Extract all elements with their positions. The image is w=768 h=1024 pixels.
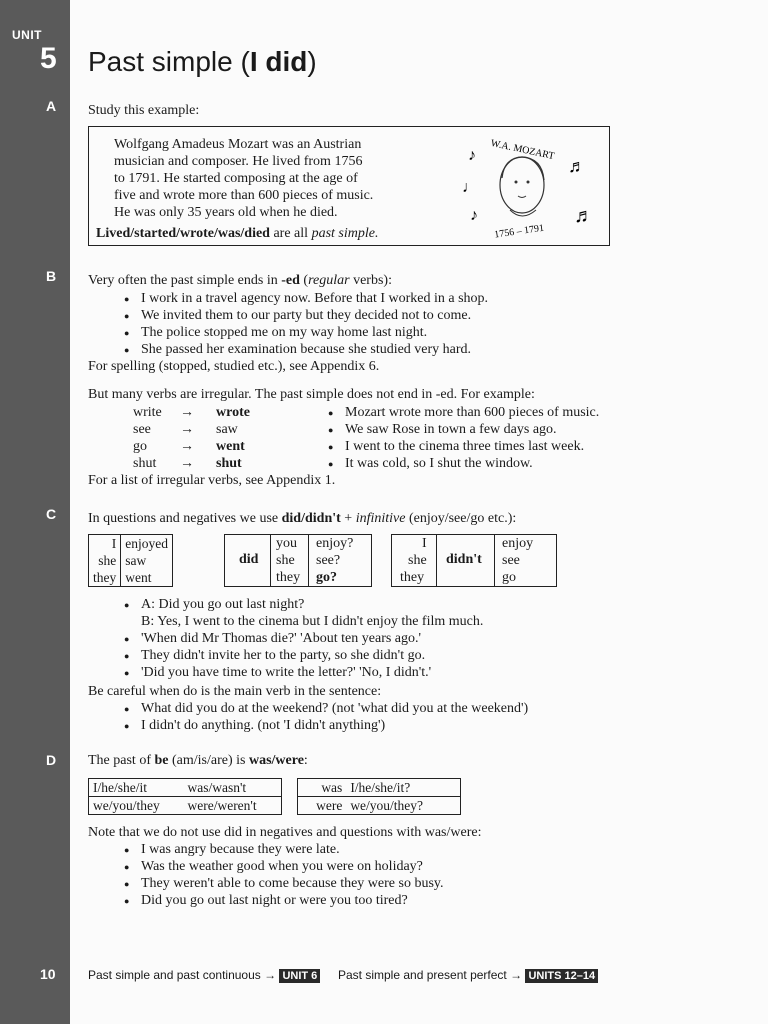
- list-item: ● I was angry because they were late.: [141, 841, 340, 858]
- infinitive: enjoy?: [316, 536, 354, 551]
- list-item: ● The police stopped me on my way home last night.: [141, 324, 427, 341]
- list-item: ● I work in a travel agency now. Before that I worked in a shop.: [141, 290, 488, 307]
- list-item: ● They weren't able to come because they were so busy.: [141, 875, 444, 892]
- note: Note that we do not use did in negatives and questions with was/were:: [88, 825, 482, 840]
- pronoun: they: [400, 570, 425, 585]
- section-b-intro: Very often the past simple ends in -ed (regular verbs):: [88, 273, 392, 288]
- verb-base: write: [133, 405, 162, 420]
- example-line: He was only 35 years old when he died.: [114, 205, 338, 220]
- section-d-intro: The past of be (am/is/are) is was/were:: [88, 753, 308, 768]
- music-note-icon: ♪: [470, 207, 478, 224]
- verb-base: go: [133, 439, 147, 454]
- list-item: ● A: Did you go out last night?: [141, 596, 304, 613]
- list-item: ● I didn't do anything. (not 'I didn't anything'): [141, 717, 385, 734]
- pronoun: they: [276, 570, 301, 585]
- list-item: ● 'Did you have time to write the letter?' 'No, I didn't.': [141, 664, 431, 681]
- list-item: ● She passed her examination because she studied very hard.: [141, 341, 471, 358]
- footer-link-past-continuous[interactable]: Past simple and past continuous → UNIT 6: [88, 968, 320, 982]
- example-line: to 1791. He started composing at the age of: [114, 171, 358, 186]
- unit-sidebar: [0, 0, 70, 1024]
- irregular-intro: But many verbs are irregular. The past simple does not end in -ed. For example:: [88, 387, 535, 402]
- verb-example: ● It was cold, so I shut the window.: [345, 455, 533, 472]
- portrait-dates: 1756 – 1791: [493, 222, 545, 241]
- was-were-question-table: was I/he/she/it? were we/you/they?: [297, 778, 461, 815]
- infinitive: enjoy: [502, 536, 534, 551]
- verb-example: ● We saw Rose in town a few days ago.: [345, 421, 557, 438]
- section-letter-d: D: [46, 752, 57, 768]
- section-c-intro: In questions and negatives we use did/didn't + infinitive (enjoy/see/go etc.):: [88, 511, 517, 526]
- page-number: 10: [40, 966, 56, 982]
- footer-link-present-perfect[interactable]: Past simple and present perfect → UNITS 12–14: [338, 968, 598, 982]
- pronoun: she: [276, 553, 295, 568]
- infinitive: go?: [316, 570, 337, 585]
- example-line: five and wrote more than 600 pieces of music.: [114, 188, 374, 203]
- arrow: →: [180, 439, 194, 454]
- unit-label: UNIT: [12, 28, 42, 42]
- page-title: Past simple (I did): [88, 46, 317, 77]
- infinitive: see?: [316, 553, 341, 568]
- verb-past: wrote: [216, 405, 250, 420]
- list-item: B: Yes, I went to the cinema but I didn't enjoy the film much.: [141, 614, 484, 629]
- arrow: →: [180, 422, 194, 437]
- list-item: ● We invited them to our party but they decided not to come.: [141, 307, 471, 324]
- appendix-note: For a list of irregular verbs, see Appendix 1.: [88, 473, 336, 488]
- section-letter-c: C: [46, 506, 57, 522]
- section-a-intro: Study this example:: [88, 103, 200, 118]
- pronoun: I: [422, 536, 427, 551]
- list-item: ● Was the weather good when you were on holiday?: [141, 858, 423, 875]
- affirmative-table: I enjoyed she saw they went: [88, 534, 173, 587]
- list-item: ● What did you do at the weekend? (not 'what did you at the weekend'): [141, 700, 528, 717]
- spelling-note: For spelling (stopped, studied etc.), see Appendix 6.: [88, 359, 380, 374]
- unit-number: 5: [40, 42, 57, 75]
- pronoun: she: [408, 553, 427, 568]
- pronoun: you: [276, 536, 297, 551]
- music-note-icon: ♬: [568, 156, 586, 176]
- did-word: did: [239, 552, 259, 567]
- list-item: ● Did you go out last night or were you too tired?: [141, 892, 408, 909]
- arrow: →: [180, 405, 194, 420]
- verb-base: shut: [133, 456, 157, 471]
- music-note-icon: ♪: [468, 147, 476, 164]
- verb-past: went: [216, 439, 245, 454]
- verb-past: shut: [216, 456, 242, 471]
- section-letter-a: A: [46, 98, 57, 114]
- didnt-word: didn't: [446, 552, 482, 567]
- list-item: ● 'When did Mr Thomas die?' 'About ten years ago.': [141, 630, 421, 647]
- infinitive: see: [502, 553, 520, 568]
- was-were-table: I/he/she/it was/wasn't we/you/they were/weren't: [88, 778, 282, 815]
- mozart-portrait: [460, 130, 600, 242]
- music-note-icon: ♬: [574, 205, 594, 227]
- arrow: →: [180, 456, 194, 471]
- verb-base: see: [133, 422, 151, 437]
- verb-example: ● I went to the cinema three times last week.: [345, 438, 584, 455]
- verb-example: ● Mozart wrote more than 600 pieces of music.: [345, 404, 599, 421]
- portrait-name: W.A. MOZART: [489, 137, 556, 163]
- music-note-icon: ♩: [462, 179, 478, 196]
- careful-note: Be careful when do is the main verb in the sentence:: [88, 684, 382, 699]
- infinitive: go: [502, 570, 516, 585]
- list-item: ● They didn't invite her to the party, so she didn't go.: [141, 647, 425, 664]
- verb-past: saw: [216, 422, 238, 437]
- example-summary: Lived/started/wrote/was/died are all past simple.: [96, 226, 379, 241]
- example-line: musician and composer. He lived from 1756: [114, 154, 363, 169]
- section-letter-b: B: [46, 268, 57, 284]
- example-line: Wolfgang Amadeus Mozart was an Austrian: [114, 137, 362, 152]
